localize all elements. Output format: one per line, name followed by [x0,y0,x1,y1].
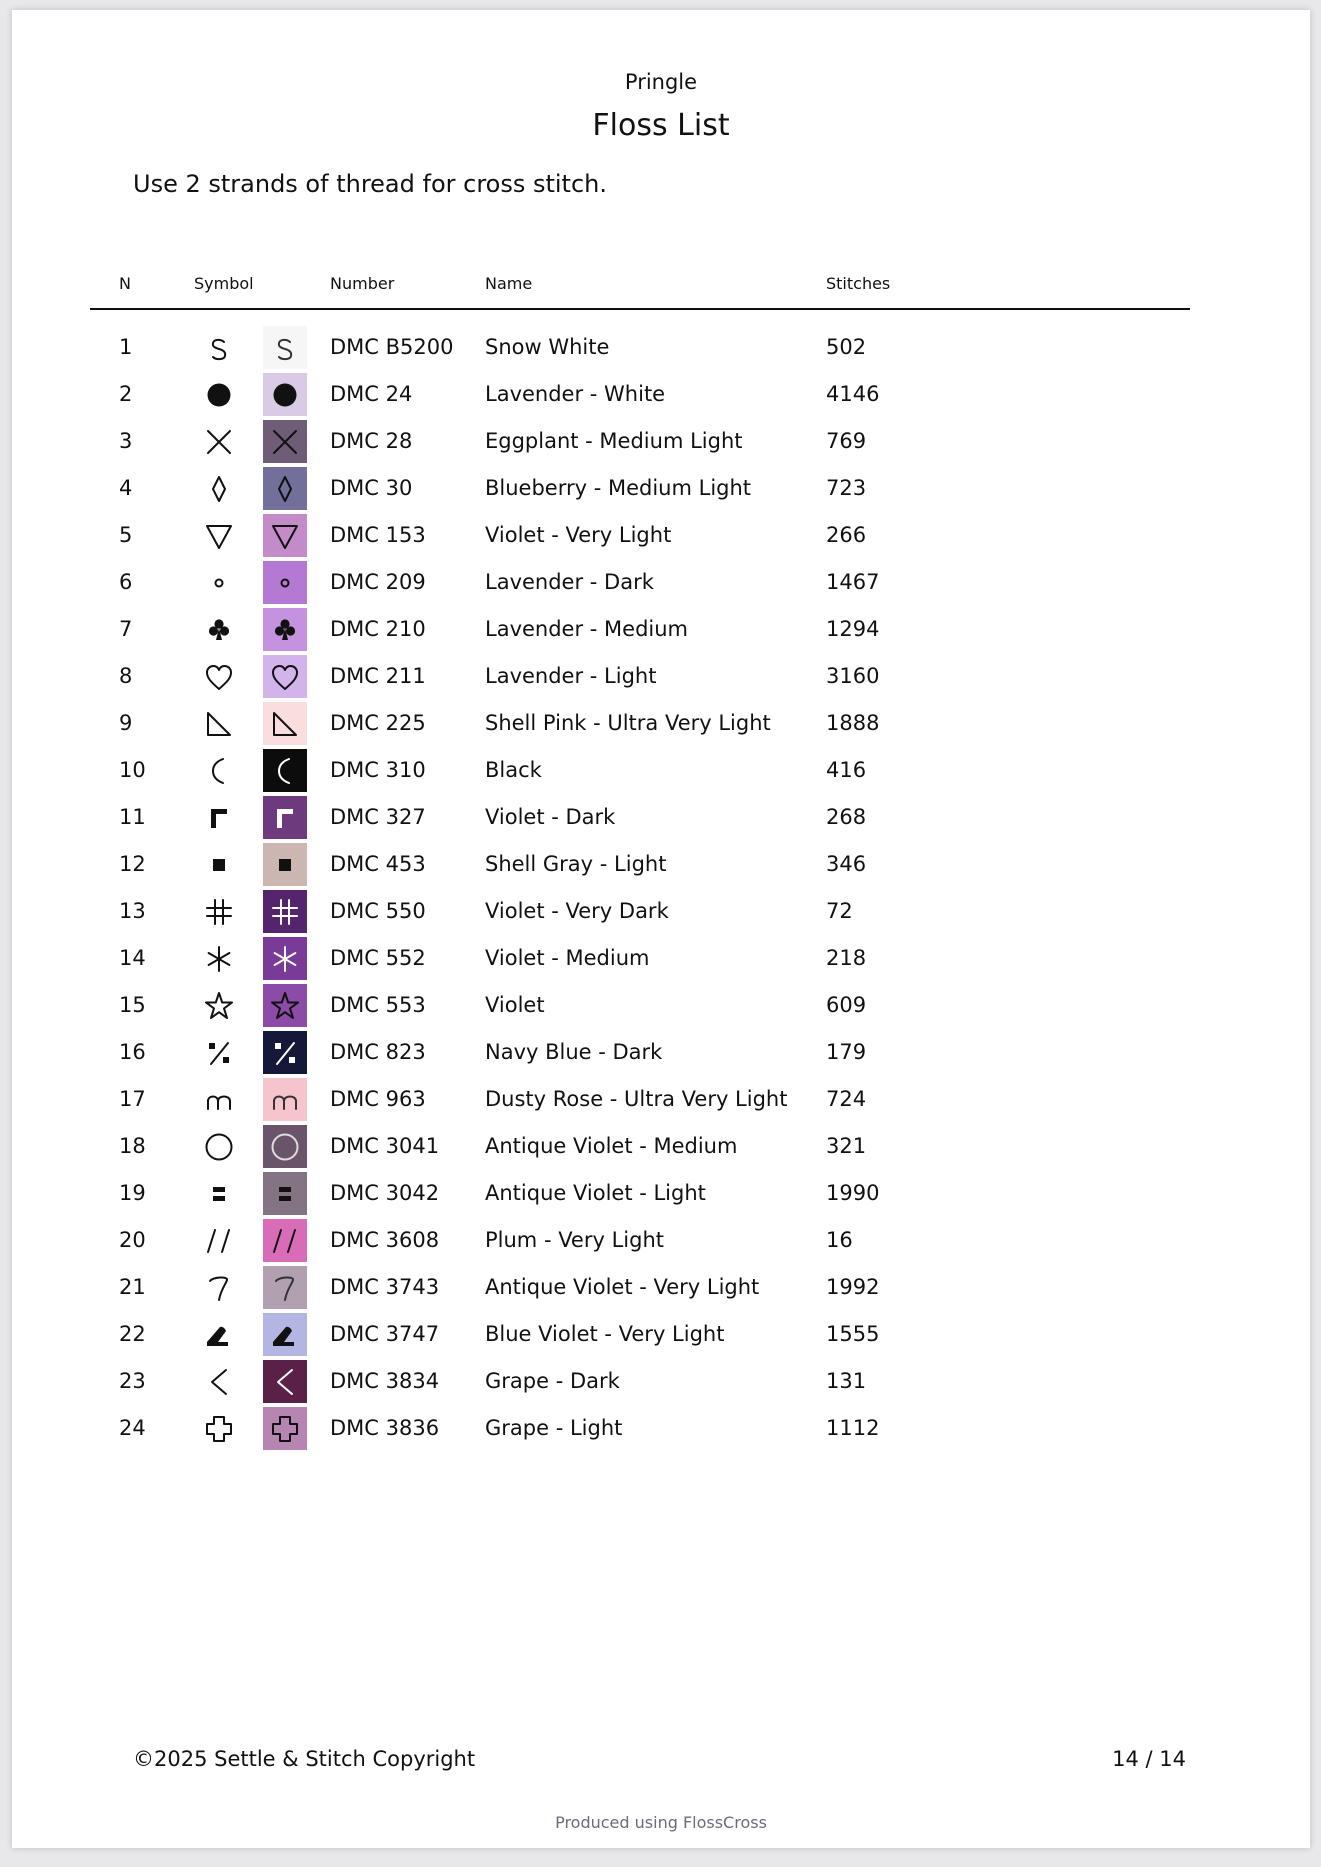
floss-name: Blue Violet - Very Light [485,1322,725,1346]
color-swatch [263,1125,307,1168]
stitch-count: 724 [826,1087,867,1111]
wedge-swatch-icon [268,1318,302,1352]
color-swatch [263,1078,307,1121]
star-swatch-icon [268,989,302,1023]
table-row [90,1078,1190,1125]
table-row [90,984,1190,1031]
stitch-count: 1294 [826,617,880,641]
row-index: 11 [119,805,146,829]
row-index: 6 [119,570,133,594]
page-title: Floss List [592,108,730,143]
table-row [90,1125,1190,1172]
floss-number: DMC 3834 [330,1369,440,1393]
color-swatch [263,1360,307,1403]
down-triangle-symbol-icon [197,514,241,557]
table-row [90,1266,1190,1313]
color-swatch [263,420,307,463]
stitch-count: 72 [826,899,853,923]
table-row [90,1219,1190,1266]
color-swatch [263,655,307,698]
corner-symbol-icon [197,796,241,839]
row-index: 16 [119,1040,146,1064]
stitch-count: 218 [826,946,867,970]
table-row [90,373,1190,420]
row-index: 8 [119,664,133,688]
stitch-count: 321 [826,1134,867,1158]
row-index: 23 [119,1369,146,1393]
floss-name: Violet [485,993,545,1017]
letter-s-swatch-icon [268,331,302,365]
floss-number: DMC 24 [330,382,413,406]
x-cross-swatch-icon [268,425,302,459]
small-square-swatch-icon [268,848,302,882]
filled-circle-symbol-icon [197,373,241,416]
floss-name: Shell Gray - Light [485,852,667,876]
stitch-count: 4146 [826,382,880,406]
table-header [90,266,1190,310]
row-index: 13 [119,899,146,923]
heart-swatch-icon [268,660,302,694]
heart-symbol-icon [197,655,241,698]
table-body [90,310,1190,1454]
color-swatch [263,608,307,651]
row-index: 14 [119,946,146,970]
floss-name: Lavender - Light [485,664,657,688]
floss-number: DMC 552 [330,946,426,970]
hash-symbol-icon [197,890,241,933]
m-shape-swatch-icon [268,1083,302,1117]
stitch-count: 179 [826,1040,867,1064]
floss-name: Violet - Dark [485,805,616,829]
stitch-count: 131 [826,1369,867,1393]
table-row [90,1031,1190,1078]
diamond-symbol-icon [197,467,241,510]
column-header-symbol: Symbol [194,274,254,293]
color-swatch [263,843,307,886]
letter-s-symbol-icon [197,326,241,369]
table-row [90,608,1190,655]
color-swatch [263,1407,307,1450]
color-swatch [263,561,307,604]
table-row [90,937,1190,984]
row-index: 18 [119,1134,146,1158]
copyright-text: ©2025 Settle & Stitch Copyright [133,1747,476,1771]
seven-swatch-icon [268,1271,302,1305]
floss-name: Lavender - Dark [485,570,654,594]
table-row [90,514,1190,561]
row-index: 5 [119,523,133,547]
floss-number: DMC 3042 [330,1181,440,1205]
floss-name: Snow White [485,335,610,359]
floss-number: DMC 823 [330,1040,426,1064]
floss-number: DMC 3041 [330,1134,440,1158]
column-header-n: N [119,274,131,293]
stitch-count: 3160 [826,664,880,688]
chevron-left-swatch-icon [268,1365,302,1399]
plus-outline-swatch-icon [268,1412,302,1446]
color-swatch [263,702,307,745]
stitch-count: 609 [826,993,867,1017]
stitch-count: 769 [826,429,867,453]
row-index: 21 [119,1275,146,1299]
column-header-stitches: Stitches [826,274,891,293]
floss-number: DMC 3608 [330,1228,440,1252]
color-swatch [263,749,307,792]
floss-name: Lavender - Medium [485,617,689,641]
row-index: 2 [119,382,133,406]
color-swatch [263,937,307,980]
ring-symbol-icon [197,1125,241,1168]
floss-name: Violet - Very Light [485,523,672,547]
table-row [90,420,1190,467]
corner-swatch-icon [268,801,302,835]
stitch-count: 1888 [826,711,880,735]
column-header-number: Number [330,274,395,293]
row-index: 12 [119,852,146,876]
floss-number: DMC 310 [330,758,426,782]
row-index: 24 [119,1416,146,1440]
page-number: 14 / 14 [1112,1747,1186,1771]
percent-symbol-icon [197,1031,241,1074]
ring-swatch-icon [268,1130,302,1164]
row-index: 22 [119,1322,146,1346]
filled-circle-swatch-icon [268,378,302,412]
instruction-text: Use 2 strands of thread for cross stitch. [133,170,607,198]
floss-number: DMC 3747 [330,1322,440,1346]
double-slash-swatch-icon [268,1224,302,1258]
row-index: 9 [119,711,133,735]
floss-number: DMC 210 [330,617,426,641]
floss-number: DMC B5200 [330,335,454,359]
table-row [90,702,1190,749]
floss-number: DMC 225 [330,711,426,735]
table-row [90,655,1190,702]
floss-number: DMC 327 [330,805,426,829]
document-page [12,10,1310,1848]
equals-blocks-symbol-icon [197,1172,241,1215]
row-index: 17 [119,1087,146,1111]
floss-name: Antique Violet - Light [485,1181,706,1205]
floss-number: DMC 28 [330,429,413,453]
seven-symbol-icon [197,1266,241,1309]
small-circle-symbol-icon [197,561,241,604]
row-index: 10 [119,758,146,782]
table-row [90,1172,1190,1219]
pattern-name: Pringle [624,70,698,94]
floss-number: DMC 209 [330,570,426,594]
column-header-name: Name [485,274,533,293]
crescent-symbol-icon [197,749,241,792]
color-swatch [263,1172,307,1215]
small-circle-swatch-icon [268,566,302,600]
floss-name: Grape - Light [485,1416,623,1440]
floss-name: Navy Blue - Dark [485,1040,663,1064]
row-index: 7 [119,617,133,641]
table-row [90,561,1190,608]
stitch-count: 1555 [826,1322,880,1346]
row-index: 19 [119,1181,146,1205]
floss-name: Lavender - White [485,382,666,406]
stitch-count: 1990 [826,1181,880,1205]
row-index: 3 [119,429,133,453]
table-row [90,326,1190,373]
color-swatch [263,514,307,557]
x-cross-symbol-icon [197,420,241,463]
table-row [90,796,1190,843]
table-row [90,1407,1190,1454]
floss-number: DMC 3743 [330,1275,440,1299]
color-swatch [263,1313,307,1356]
row-index: 15 [119,993,146,1017]
row-index: 20 [119,1228,146,1252]
color-swatch [263,1031,307,1074]
plus-outline-symbol-icon [197,1407,241,1450]
row-index: 1 [119,335,133,359]
crescent-swatch-icon [268,754,302,788]
floss-name: Eggplant - Medium Light [485,429,743,453]
produced-by-text: Produced using FlossCross [555,1813,767,1832]
floss-number: DMC 453 [330,852,426,876]
floss-name: Violet - Medium [485,946,650,970]
color-swatch [263,326,307,369]
table-row [90,467,1190,514]
floss-name: Antique Violet - Very Light [485,1275,760,1299]
club-symbol-icon [197,608,241,651]
wedge-symbol-icon [197,1313,241,1356]
m-shape-symbol-icon [197,1078,241,1121]
hash-swatch-icon [268,895,302,929]
double-slash-symbol-icon [197,1219,241,1262]
floss-name: Black [485,758,542,782]
table-row [90,890,1190,937]
stitch-count: 16 [826,1228,853,1252]
stitch-count: 346 [826,852,867,876]
floss-name: Grape - Dark [485,1369,620,1393]
chevron-left-symbol-icon [197,1360,241,1403]
percent-swatch-icon [268,1036,302,1070]
table-row [90,843,1190,890]
table-row [90,1313,1190,1360]
table-row [90,749,1190,796]
small-square-symbol-icon [197,843,241,886]
diamond-swatch-icon [268,472,302,506]
asterisk-swatch-icon [268,942,302,976]
stitch-count: 266 [826,523,867,547]
floss-number: DMC 553 [330,993,426,1017]
stitch-count: 268 [826,805,867,829]
floss-name: Plum - Very Light [485,1228,664,1252]
right-triangle-symbol-icon [197,702,241,745]
stitch-count: 1992 [826,1275,880,1299]
floss-number: DMC 153 [330,523,426,547]
color-swatch [263,796,307,839]
color-swatch [263,1266,307,1309]
stitch-count: 1467 [826,570,880,594]
color-swatch [263,1219,307,1262]
floss-table [90,266,1190,1454]
table-row [90,1360,1190,1407]
floss-name: Dusty Rose - Ultra Very Light [485,1087,788,1111]
asterisk-symbol-icon [197,937,241,980]
down-triangle-swatch-icon [268,519,302,553]
equals-blocks-swatch-icon [268,1177,302,1211]
floss-name: Shell Pink - Ultra Very Light [485,711,771,735]
stitch-count: 416 [826,758,867,782]
stitch-count: 502 [826,335,867,359]
color-swatch [263,984,307,1027]
stitch-count: 723 [826,476,867,500]
floss-number: DMC 30 [330,476,413,500]
floss-number: DMC 3836 [330,1416,440,1440]
star-symbol-icon [197,984,241,1027]
color-swatch [263,373,307,416]
floss-number: DMC 963 [330,1087,426,1111]
row-index: 4 [119,476,133,500]
floss-name: Blueberry - Medium Light [485,476,752,500]
stitch-count: 1112 [826,1416,880,1440]
floss-number: DMC 550 [330,899,426,923]
right-triangle-swatch-icon [268,707,302,741]
floss-name: Antique Violet - Medium [485,1134,738,1158]
color-swatch [263,467,307,510]
floss-number: DMC 211 [330,664,426,688]
club-swatch-icon [268,613,302,647]
color-swatch [263,890,307,933]
floss-name: Violet - Very Dark [485,899,669,923]
